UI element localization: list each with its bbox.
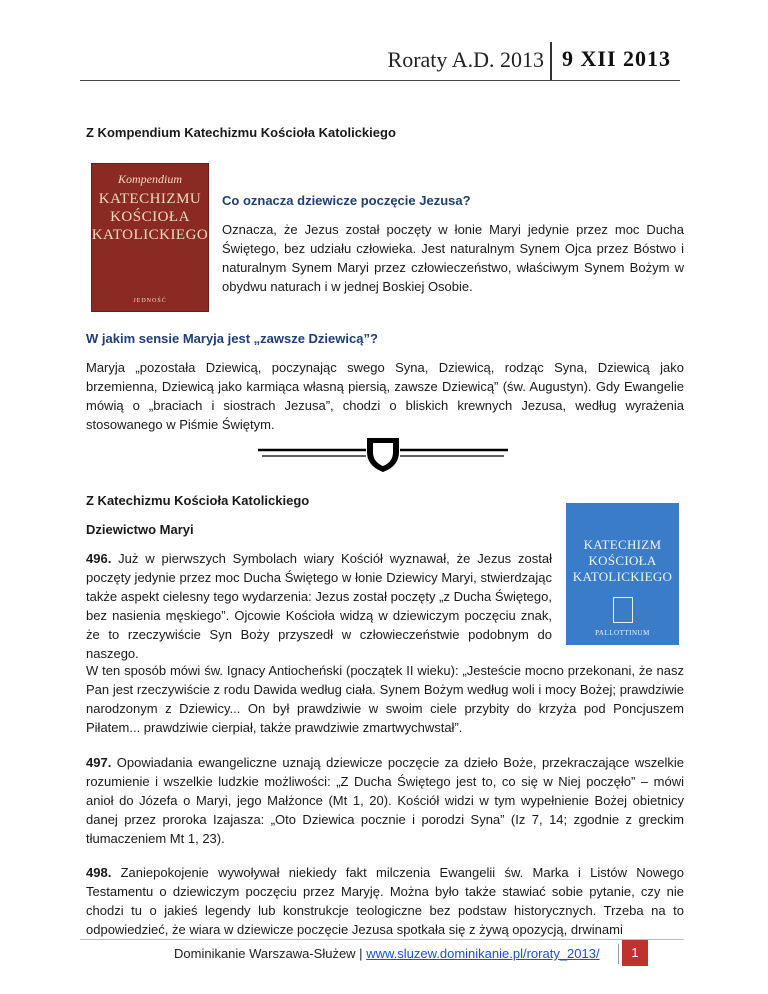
paragraph-498 (86, 863, 684, 939)
ornament-divider (258, 434, 508, 474)
footer-text (174, 946, 600, 961)
book1-line-top: Kompendium (118, 172, 182, 186)
book2-emblem (613, 597, 633, 623)
paragraph-498-number: 498. (86, 865, 112, 880)
footer-link[interactable]: www.sluzew.dominikanie.pl/roraty_2013/ (366, 946, 600, 961)
book1-line2: KOŚCIOŁA (110, 209, 190, 225)
header-title: Roraty A.D. 2013 (387, 47, 544, 72)
book2-publisher: PALLOTTINUM (595, 629, 650, 637)
answer2: Maryja „pozostała Dziewicą, poczynając swego Syna, Dziewicą, rodząc Syna, Dziewicą jako brzemienna, Dziewicą jako karmiąca własną piersią, zawsze Dziewicą” (św. Augustyn). Gdy Ewangelie mówią o „braciach i siostrach Jezusa”, chodzi o bliskich krewnych Jezusa, według wyrażenia stosowanego w Piśmie Świętym. (86, 360, 684, 432)
footer-rule (80, 939, 684, 940)
paragraph-496-text: Już w pierwszych Symbolach wiary Kościół wyznawał, że Jezus został poczęty jedynie przez moc Ducha Świętego w łonie Dziewicy Maryi, stwierdzając także aspekt cielesny tego wydarzenia: Jezus został poczęty „z Ducha Świętego, bez nasienia męskiego”. Ojcowie Kościoła widzą w dziewiczym poczęciu znak, że to rzeczywiście Syn Boży przyszedł w człowieczeństwie podobnym do naszego. (86, 551, 552, 661)
header-rule (80, 80, 680, 81)
paragraph-496 (86, 549, 552, 663)
compendium-book-cover (91, 163, 209, 312)
book1-line3: KATOLICKIEGO (91, 227, 209, 243)
question1: Co oznacza dziewicze poczęcie Jezusa? (222, 193, 471, 208)
book2-line1: KATECHIZM (583, 537, 662, 552)
section1-title: Z Kompendium Katechizmu Kościoła Katolickiego (86, 125, 396, 140)
paragraph-497-text: Opowiadania ewangeliczne uznają dziewicze poczęcie za dzieło Boże, przekraczające wszelkie rozumienie i wszelkie ludzkie możliwości: „Z Ducha Świętego jest to, co się w Niej poczęło” – mówi anioł do Józefa o Maryi, jego Małżonce (Mt 1, 20). Kościół widzi w tym wypełnienie Bożej obietnicy danej przez proroka Izajasza: „Oto Dziewica pocznie i porodzi Syna” (Iz 7, 14; zgodnie z greckim tłumaczeniem Mt 1, 23). (86, 755, 684, 846)
question2: W jakim sensie Maryja jest „zawsze Dziewicą”? (86, 331, 378, 346)
book2-line3: KATOLICKIEGO (572, 569, 673, 584)
footer-org: Dominikanie Warszawa-Służew | (174, 946, 367, 961)
book2-line2: KOŚCIOŁA (588, 553, 657, 568)
book1-publisher: JEDNOŚĆ (133, 298, 167, 304)
book1-line1: KATECHIZMU (98, 191, 202, 207)
paragraph-ignacy: W ten sposób mówi św. Ignacy Antiocheński (początek II wieku): „Jesteście mocno przekonani, że nasz Pan jest rzeczywiście z rodu Dawida według ciała. Synem Bożym według woli i mocy Bożej; prawdziwie narodzonym z Dziewicy... On był prawdziwie w swoim ciele przybity do krzyża pod Poncjuszem Piłatem... prawdziwie cierpiał, także prawdziwie zmartwychwstał”. (86, 663, 684, 735)
header-separator (550, 42, 552, 80)
footer-separator (618, 944, 619, 964)
answer1: Oznacza, że Jezus został poczęty w łonie Maryi jedynie przez moc Ducha Świętego, bez udziału człowieka. Jest naturalnym Synem Ojca przez Bóstwo i naturalnym Synem Maryi przez człowieczeństwo, właściwym Synem Bożym w obydwu naturach i w jednej Boskiej Osobie. (222, 222, 684, 294)
header-date: 9 XII 2013 (562, 46, 672, 71)
paragraph-497 (86, 753, 684, 848)
paragraph-498-text: Zaniepokojenie wywoływał niekiedy fakt milczenia Ewangelii św. Marka i Listów Nowego Testamentu o dziewiczym poczęciu przez Maryję. Można było także stawiać sobie pytanie, czy nie chodzi tu o jakieś legendy lub konstrukcje teologiczne bez podstaw historycznych. Trzeba na to odpowiedzieć, że wiara w dziewicze poczęcie Jezusa spotkała się z żywą opozycją, drwinami (86, 865, 684, 937)
section2-title: Z Katechizmu Kościoła Katolickiego (86, 493, 310, 508)
section2-subtitle: Dziewictwo Maryi (86, 522, 194, 537)
paragraph-497-number: 497. (86, 755, 112, 770)
paragraph-496-number: 496. (86, 551, 112, 566)
page-number-badge: 1 (622, 940, 648, 966)
catechism-book-cover (566, 503, 679, 645)
